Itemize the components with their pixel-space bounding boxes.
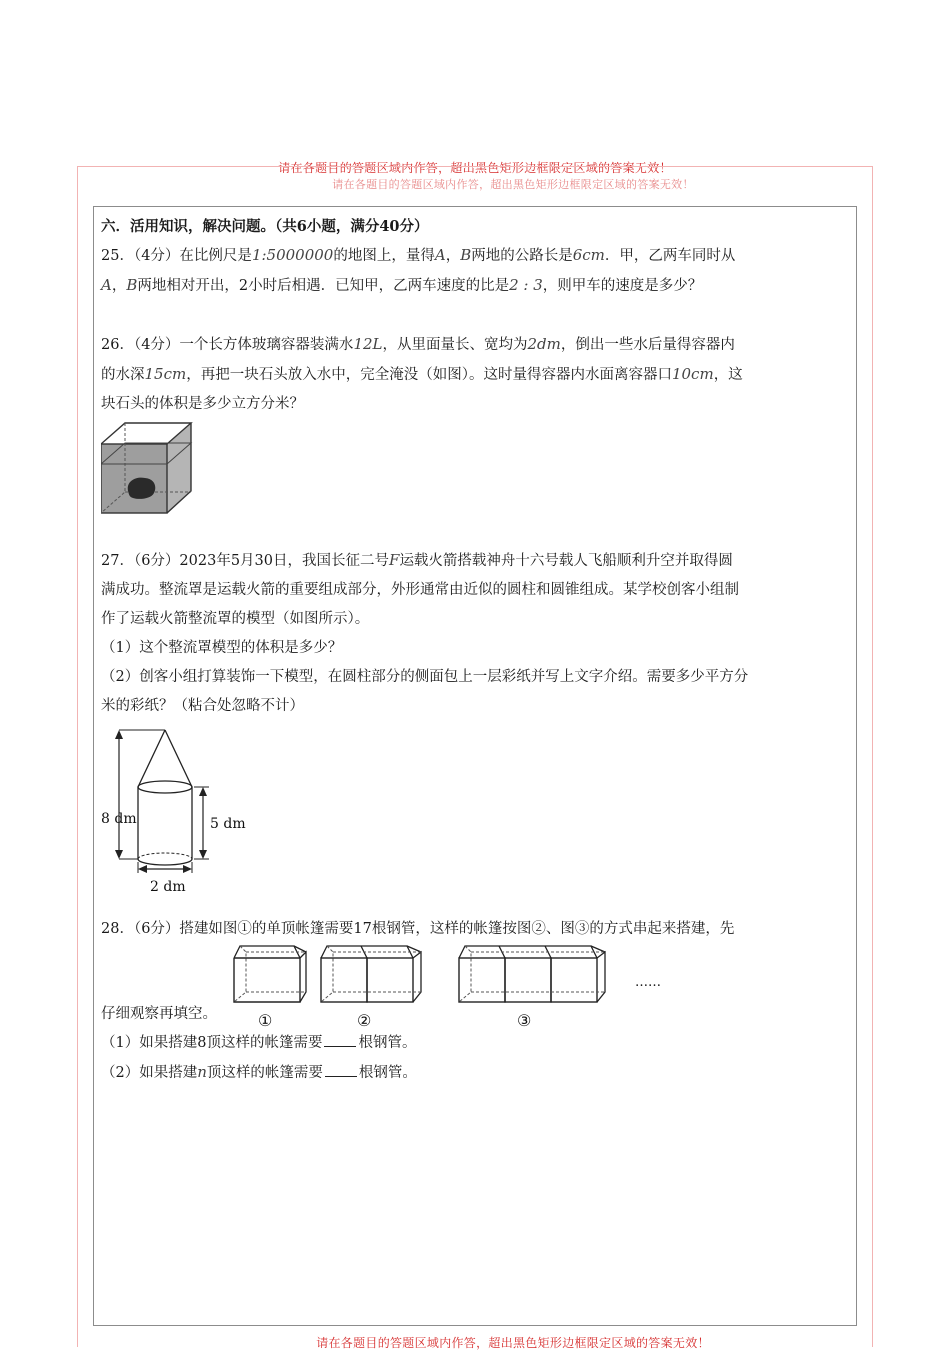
q28-part1 bbox=[101, 1029, 849, 1058]
q25-speed-ratio: 2 : 3 bbox=[509, 276, 543, 294]
container-with-stone-figure bbox=[101, 419, 201, 517]
q26-text: ，从里面量长、宽均为 bbox=[382, 337, 528, 353]
q25-text: 的地图上，量得 bbox=[333, 248, 435, 264]
label-total-height: 8 dm bbox=[101, 811, 137, 827]
q26-text: 的水深 bbox=[101, 367, 145, 383]
q27-part2-line1: （2）创客小组打算装饰一下模型，在圆柱部分的侧面包上一层彩纸并写上文字介绍。需要多少平方分 bbox=[101, 669, 749, 685]
q26-text: ，倒出一些水后量得容器内 bbox=[560, 337, 735, 353]
q25-point-a: A bbox=[434, 246, 446, 264]
q28-line2: 仔细观察再填空。 bbox=[101, 1006, 217, 1022]
q26-volume: 12L bbox=[353, 335, 383, 353]
rocket-fairing-figure bbox=[101, 723, 251, 895]
q25-sep: ， bbox=[111, 278, 127, 294]
q25-text: 25．（4分）在比例尺是 bbox=[101, 248, 252, 264]
q27-text: 运载火箭搭载神舟十六号载人飞船顺利升空并取得圆 bbox=[399, 553, 733, 569]
continuation-dots: …… bbox=[635, 975, 661, 990]
q27-line1 bbox=[101, 546, 849, 576]
q26-text: 26．（4分）一个长方体玻璃容器装满水 bbox=[101, 337, 354, 353]
q25-length: 6cm bbox=[572, 246, 605, 264]
warning-bottom: 请在各题目的答题区域内作答，超出黑色矩形边框限定区域的答案无效！ bbox=[316, 1336, 710, 1350]
q28-text: （1）如果搭建8顶这样的帐篷需要 bbox=[101, 1035, 323, 1051]
q28-part2 bbox=[101, 1058, 849, 1088]
q25-point-b: B bbox=[126, 276, 138, 294]
answer-blank-1[interactable] bbox=[324, 1032, 356, 1047]
q25-text: 两地的公路长是 bbox=[471, 248, 573, 264]
q26-side: 2dm bbox=[527, 335, 561, 353]
answer-blank-2[interactable] bbox=[325, 1062, 357, 1077]
q25-point-a: A bbox=[101, 276, 112, 294]
q28-variable-n: n bbox=[197, 1063, 207, 1081]
q27-text: 27．（6分）2023年5月30日，我国长征二号 bbox=[101, 553, 390, 569]
figure-3-label: ③ bbox=[517, 1011, 532, 1030]
label-diameter: 2 dm bbox=[150, 879, 186, 895]
q26-line3: 块石头的体积是多少立方分米？ bbox=[101, 396, 304, 412]
q25-ratio: 1:5000000 bbox=[251, 246, 334, 264]
question-content bbox=[101, 212, 849, 1088]
q26-line2 bbox=[101, 360, 849, 390]
section-title: 六．活用知识，解决问题。（共6小题，满分40分） bbox=[101, 218, 429, 235]
q26-depth: 15cm bbox=[144, 365, 187, 383]
q27-line3: 作了运载火箭整流罩的模型（如图所示）。 bbox=[101, 611, 370, 627]
q28-text: 根钢管。 bbox=[358, 1065, 417, 1081]
q25-text: 两地相对开出，2小时后相遇．已知甲，乙两车速度的比是 bbox=[137, 278, 510, 294]
q28-line1: 28．（6分）搭建如图①的单顶帐篷需要17根钢管，这样的帐篷按图②、图③的方式串起来搭建，先 bbox=[101, 921, 735, 937]
q27-rocket-model: F bbox=[389, 551, 400, 569]
q26-text: ，再把一块石头放入水中，完全淹没（如图）。这时量得容器内水面离容器口 bbox=[186, 367, 672, 383]
q28-text: （2）如果搭建 bbox=[101, 1065, 198, 1081]
q25-text: ．甲，乙两车同时从 bbox=[604, 248, 736, 264]
q27-line2: 满成功。整流罩是运载火箭的重要组成部分，外形通常由近似的圆柱和圆锥组成。某学校创客小组制 bbox=[101, 582, 739, 598]
q25-line1 bbox=[101, 241, 849, 271]
label-cylinder-height: 5 dm bbox=[210, 816, 246, 832]
q25-point-b: B bbox=[460, 246, 472, 264]
warning-top: 请在各题目的答题区域内作答，超出黑色矩形边框限定区域的答案无效！ bbox=[278, 161, 672, 175]
warning-top-echo: 请在各题目的答题区域内作答，超出黑色矩形边框限定区域的答案无效！ bbox=[332, 178, 694, 191]
q27-part1: （1）这个整流罩模型的体积是多少？ bbox=[101, 640, 343, 656]
figure-1-label: ① bbox=[258, 1011, 273, 1030]
q28-text: 根钢管。 bbox=[358, 1035, 417, 1051]
q28-text: 顶这样的帐篷需要 bbox=[206, 1065, 323, 1081]
q25-text: ，则甲车的速度是多少？ bbox=[542, 278, 703, 294]
q27-part2-line2: 米的彩纸？（粘合处忽略不计） bbox=[101, 698, 304, 714]
q25-line2 bbox=[101, 271, 849, 301]
q26-gap-length: 10cm bbox=[671, 365, 714, 383]
q26-line1 bbox=[101, 330, 849, 360]
figure-2-label: ② bbox=[357, 1011, 372, 1030]
q26-text: ，这 bbox=[713, 367, 743, 383]
q25-sep: ， bbox=[445, 248, 461, 264]
